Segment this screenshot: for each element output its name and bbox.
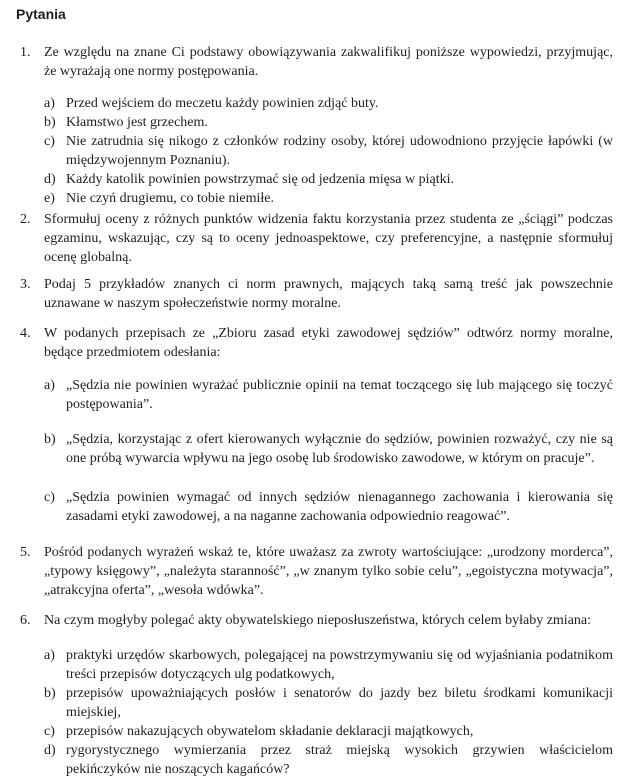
item-label: d) [44, 172, 56, 187]
item-text: Przed wejściem do meczetu każdy powinien zdjąć buty. [66, 96, 379, 111]
item-label: c) [44, 490, 55, 505]
item-text: rygorystycznego wymierzania przez straż miejską wysokich grzywien właścicielom pekińczyków nie noszących kagańców? [66, 743, 613, 777]
answer-list [0, 376, 627, 526]
item-text: Nie zatrudnia się nikogo z członków rodziny osoby, której udowodniono przyjęcie łapówki (w międzywojennym Poznaniu). [66, 134, 613, 168]
question-number: 5. [20, 545, 31, 560]
list-item [0, 741, 627, 779]
question-text: Na czym mogłyby polegać akty obywatelskiego nieposłuszeństwa, których celem byłaby zmiana: [44, 613, 592, 628]
list-item [0, 113, 627, 132]
item-text: praktyki urzędów skarbowych, polegającej na powstrzymywaniu się od wyjaśniania podatnikom treści przepisów dotyczących ulg podatkowych, [66, 648, 613, 682]
item-label: b) [44, 115, 56, 130]
list-item [0, 684, 627, 722]
list-item [0, 722, 627, 741]
list-item [0, 430, 627, 468]
item-label: a) [44, 378, 55, 393]
question-text: W podanych przepisach ze „Zbioru zasad etyki zawodowej sędziów” odtwórz normy moralne, będące przedmiotem odesłania: [44, 326, 613, 360]
question-text: Podaj 5 przykładów znanych ci norm prawnych, mających taką samą treść jak powszechnie uznawane w naszym społeczeństwie normy moralne. [44, 277, 613, 311]
list-item [0, 94, 627, 113]
item-text: „Sędzia powinien wymagać od innych sędziów nienagannego zachowania i kierowania się zasadami etyki zawodowej, a na naganne zachowania odpowiednio reagować”. [66, 490, 613, 524]
list-item [0, 376, 627, 414]
list-item [0, 132, 627, 170]
item-text: przepisów nakazujących obywatelom składanie deklaracji majątkowych, [66, 724, 474, 739]
item-label: c) [44, 724, 55, 739]
item-label: a) [44, 96, 55, 111]
answer-list [0, 646, 627, 779]
question-number: 4. [20, 326, 31, 341]
item-text: „Sędzia, korzystając z ofert kierowanych wyłącznie do sędziów, powinien rozważyć, czy nie są one próbą wywarcia wpływu na jego osobę lub środowisko zawodowe, w którym on pracuje”. [66, 432, 613, 466]
item-text: Kłamstwo jest grzechem. [66, 115, 208, 130]
question-number: 6. [20, 613, 31, 628]
question-number: 2. [20, 212, 31, 227]
item-label: e) [44, 191, 55, 206]
list-item [0, 189, 627, 208]
question-number: 1. [20, 45, 31, 60]
question-text: Pośród podanych wyrażeń wskaż te, które uważasz za zwroty wartościujące: „urodzony morderca”, „typowy księgowy”, „należyta staranność”, „w znanym tylko sobie celu”, „egoistyczna motywacja”, „atrakcyjna oferta”, „wesoła wdówka”. [44, 545, 613, 598]
question-text: Sformułuj oceny z różnych punktów widzenia faktu korzystania przez studenta ze „ściągi” podczas egzaminu, wskazując, czy są to oceny jednoaspektowe, czy preferencyjne, a następnie sformułuj ocenę globalną. [44, 212, 613, 265]
item-text: Każdy katolik powinien powstrzymać się od jedzenia mięsa w piątki. [66, 172, 455, 187]
list-item [0, 646, 627, 684]
question-text: Ze względu na znane Ci podstawy obowiązywania zakwalifikuj poniższe wypowiedzi, przyjmując, że wyrażają one normy postępowania. [44, 45, 613, 79]
item-text: Nie czyń drugiemu, co tobie niemiłe. [66, 191, 274, 206]
item-text: przepisów upoważniających posłów i senatorów do jazdy bez biletu środkami komunikacji miejskiej, [66, 686, 613, 720]
list-item [0, 488, 627, 526]
item-label: b) [44, 686, 56, 701]
item-label: d) [44, 743, 56, 758]
page-title: Pytania [16, 6, 66, 22]
item-text: „Sędzia nie powinien wyrażać publicznie opinii na temat toczącego się lub mającego się toczyć postępowania”. [66, 378, 613, 412]
item-label: a) [44, 648, 55, 663]
item-label: c) [44, 134, 55, 149]
question-number: 3. [20, 277, 31, 292]
answer-list [0, 94, 627, 208]
item-label: b) [44, 432, 56, 447]
list-item [0, 170, 627, 189]
